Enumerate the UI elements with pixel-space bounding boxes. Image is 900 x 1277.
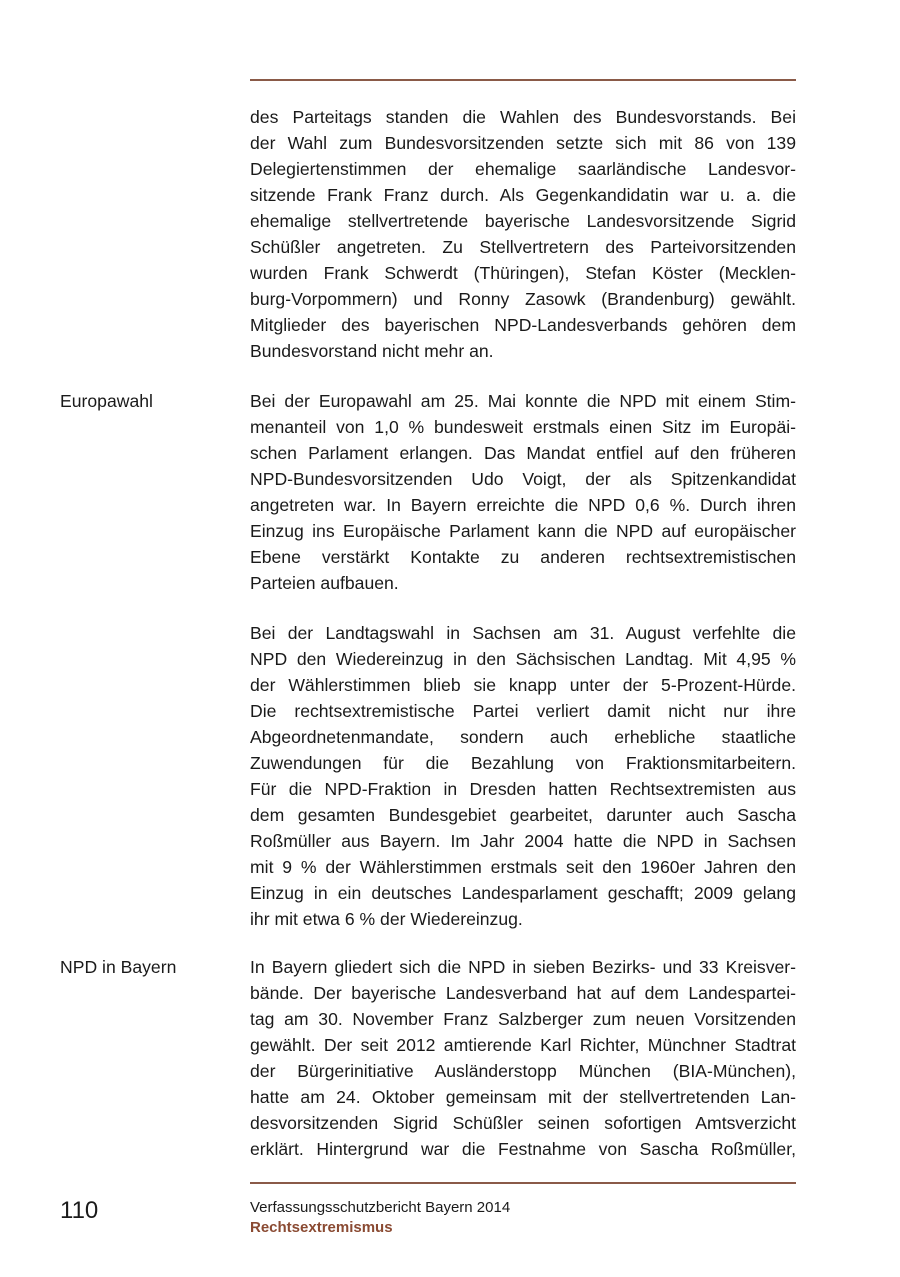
text-line: Bei der Europawahl am 25. Mai konnte die NPD mit einem Stim-	[250, 391, 796, 411]
text-line: NPD den Wiedereinzug in den Sächsischen Landtag. Mit 4,95 %	[250, 649, 796, 669]
text-line: wurden Frank Schwerdt (Thüringen), Stefan Köster (Mecklen-	[250, 263, 796, 283]
text-line: angetreten war. In Bayern erreichte die NPD 0,6 %. Durch ihren	[250, 495, 796, 515]
bottom-divider	[250, 1182, 796, 1184]
text-line: In Bayern gliedert sich die NPD in sieben Bezirks- und 33 Kreisver-	[250, 957, 796, 977]
text-line: dem gesamten Bundesgebiet gearbeitet, darunter auch Sascha	[250, 805, 796, 825]
text-line: ihr mit etwa 6 % der Wiedereinzug.	[250, 909, 523, 929]
text-line: des Parteitags standen die Wahlen des Bundesvorstands. Bei	[250, 107, 796, 127]
text-line: mit 9 % der Wählerstimmen erstmals seit den 1960er Jahren den	[250, 857, 796, 877]
top-divider	[250, 79, 796, 81]
text-line: burg-Vorpommern) und Ronny Zasowk (Brandenburg) gewählt.	[250, 289, 796, 309]
text-line: Ebene verstärkt Kontakte zu anderen rechtsextremistischen	[250, 547, 796, 567]
text-line: NPD-Bundesvorsitzenden Udo Voigt, der als Spitzenkandidat	[250, 469, 796, 489]
text-line: menanteil von 1,0 % bundesweit erstmals einen Sitz im Europäi-	[250, 417, 796, 437]
text-line: hatte am 24. Oktober gemeinsam mit der stellvertretenden Lan-	[250, 1087, 796, 1107]
text-line: sitzende Frank Franz durch. Als Gegenkandidatin war u. a. die	[250, 185, 796, 205]
footer-section-title: Rechtsextremismus	[250, 1219, 393, 1236]
text-line: Parteien aufbauen.	[250, 573, 399, 593]
text-line: Einzug in ein deutsches Landesparlament geschafft; 2009 gelang	[250, 883, 796, 903]
text-line: schen Parlament erlangen. Das Mandat entfiel auf den früheren	[250, 443, 796, 463]
margin-label-npd-in-bayern: NPD in Bayern	[60, 957, 177, 977]
text-line: Mitglieder des bayerischen NPD-Landesverbands gehören dem	[250, 315, 796, 335]
text-line: erklärt. Hintergrund war die Festnahme von Sascha Roßmüller,	[250, 1139, 796, 1159]
text-line: Für die NPD-Fraktion in Dresden hatten Rechtsextremisten aus	[250, 779, 796, 799]
text-line: Einzug ins Europäische Parlament kann die NPD auf europäischer	[250, 521, 796, 541]
text-line: ehemalige stellvertretende bayerische Landesvorsitzende Sigrid	[250, 211, 796, 231]
text-line: Die rechtsextremistische Partei verliert damit nicht nur ihre	[250, 701, 796, 721]
text-line: tag am 30. November Franz Salzberger zum neuen Vorsitzenden	[250, 1009, 796, 1029]
margin-label-europawahl: Europawahl	[60, 391, 153, 411]
text-line: der Wahl zum Bundesvorsitzenden setzte sich mit 86 von 139	[250, 133, 796, 153]
text-line: gewählt. Der seit 2012 amtierende Karl Richter, Münchner Stadtrat	[250, 1035, 796, 1055]
text-line: bände. Der bayerische Landesverband hat auf dem Landespartei-	[250, 983, 796, 1003]
page-number: 110	[60, 1197, 99, 1224]
text-line: Schüßler angetreten. Zu Stellvertretern des Parteivorsitzenden	[250, 237, 796, 257]
text-line: Roßmüller aus Bayern. Im Jahr 2004 hatte die NPD in Sachsen	[250, 831, 796, 851]
text-line: Zuwendungen für die Bezahlung von Fraktionsmitarbeitern.	[250, 753, 796, 773]
text-line: Bundesvorstand nicht mehr an.	[250, 341, 494, 361]
text-line: der Bürgerinitiative Ausländerstopp München (BIA-München),	[250, 1061, 796, 1081]
footer-publication-title: Verfassungsschutzbericht Bayern 2014	[250, 1199, 511, 1216]
text-line: der Wählerstimmen blieb sie knapp unter der 5-Prozent-Hürde.	[250, 675, 796, 695]
text-line: Bei der Landtagswahl in Sachsen am 31. August verfehlte die	[250, 623, 796, 643]
text-line: Abgeordnetenmandate, sondern auch erhebliche staatliche	[250, 727, 796, 747]
text-line: desvorsitzenden Sigrid Schüßler seinen sofortigen Amtsverzicht	[250, 1113, 796, 1133]
text-line: Delegiertenstimmen der ehemalige saarländische Landesvor-	[250, 159, 796, 179]
